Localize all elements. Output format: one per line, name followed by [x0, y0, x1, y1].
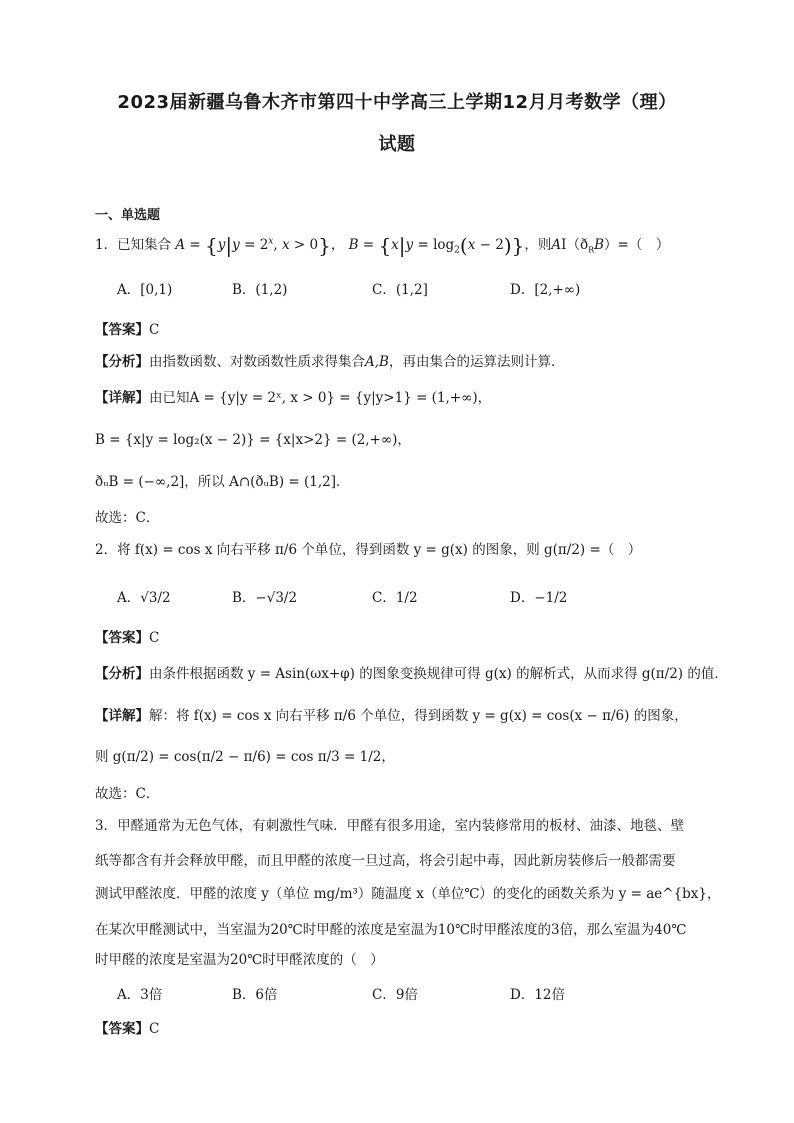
question-2-stem	[95, 538, 641, 558]
question-3-stem-line1: 3．甲醛通常为无色气体，有刺激性气味．甲醛有很多用途，室内装修常用的板材、油漆、地毯、壁	[95, 818, 685, 834]
answer-line: 【答案】C	[95, 1021, 160, 1037]
analysis-line: 【分析】由指数函数、对数函数性质求得集合A,B，再由集合的运算法则计算．	[95, 354, 565, 370]
question-number: 3．	[95, 818, 118, 834]
analysis-line: 【分析】由条件根据函数 y = Asin(ωx+φ) 的图象变换规律可得 g(x) 的解析式，从而求得 g(π/2) 的值．	[95, 666, 728, 682]
set-b-expression: $B = \{x|y = \log_2(x - 2)\}$	[348, 233, 525, 258]
document-title: 2023届新疆乌鲁木齐市第四十中学高三上学期12月月考数学（理）	[117, 92, 677, 113]
question-text: 已知集合	[117, 237, 172, 253]
question-3-stem-line3: 测试甲醛浓度．甲醛的浓度 y（单位 mg/m³）随温度 x（单位℃）的变化的函数关系为 y = ae^{bx}，	[95, 886, 721, 902]
question-number: 2．	[95, 542, 118, 558]
option-d[interactable]: D．[2,+∞)	[510, 282, 581, 298]
set-a-expression: $A = \{y|y = 2^x$, x > 0}	[175, 233, 331, 258]
option-d[interactable]: D．12倍	[510, 987, 566, 1003]
option-b[interactable]: B．(1,2)	[232, 282, 288, 298]
answer-line: 【答案】C	[95, 322, 160, 338]
question-text: 将 f(x) = cos x 向右平移 π/6 个单位，得到函数 y = g(x) 的图象，则 g(π/2) =（ ）	[117, 542, 642, 558]
option-a[interactable]: A．√3/2	[117, 590, 171, 606]
option-c[interactable]: C．9倍	[372, 987, 418, 1003]
option-d[interactable]: D．−1/2	[510, 590, 568, 606]
question-number: 1．	[95, 237, 118, 253]
question-1-stem: 1．已知集合 $A = \{y|y = 2^x$, x > 0}， $B = \{x|y = \log_2(x - 2)\}$，则$AI(ð_RB)=$（ ）	[95, 233, 670, 258]
answer-value: C	[149, 322, 160, 338]
detail-line-1: 【详解】解：将 f(x) = cos x 向右平移 π/6 个单位，得到函数 y = g(x) = cos(x − π/6) 的图象，	[95, 708, 688, 724]
question-3-stem-line4: 在某次甲醛测试中，当室温为20℃时甲醛的浓度是室温为10℃时甲醛浓度的3倍，那么室温为40℃	[95, 922, 687, 938]
section-heading: 一、单选题	[95, 208, 161, 223]
detail-line-1: 【详解】由已知A = {y|y = 2ˣ, x > 0} = {y|y>1} = (1,+∞)，	[95, 390, 492, 406]
option-b[interactable]: B．−√3/2	[232, 590, 298, 606]
detail-line-2: B = {x|y = log₂(x − 2)} = {x|x>2} = (2,+∞)，	[95, 432, 411, 448]
question-3-stem-line5: 时甲醛的浓度是室温为20℃时甲醛浓度的（ ）	[95, 952, 384, 968]
answer-value: C	[149, 630, 160, 646]
answer-line: 【答案】C	[95, 630, 160, 646]
option-c[interactable]: C．1/2	[372, 590, 418, 606]
option-a[interactable]: A．3倍	[117, 987, 163, 1003]
conclusion-line: 故选：C．	[95, 786, 160, 802]
question-3-stem-line2: 纸等都含有并会释放甲醛，而且甲醛的浓度一旦过高，将会引起中毒，因此新房装修后一般都需要	[95, 853, 676, 869]
answer-value: C	[149, 1021, 160, 1037]
option-c[interactable]: C．(1,2]	[372, 282, 428, 298]
option-a[interactable]: A．[0,1)	[117, 282, 173, 298]
conclusion-line: 故选：C．	[95, 510, 160, 526]
option-b[interactable]: B．6倍	[232, 987, 278, 1003]
document-title-line2: 试题	[378, 134, 416, 155]
detail-line-3: ðᵤB = (−∞,2]，所以 A∩(ðᵤB) = (1,2]．	[95, 474, 350, 490]
detail-line-2: 则 g(π/2) = cos(π/2 − π/6) = cos π/3 = 1/2，	[95, 749, 395, 765]
